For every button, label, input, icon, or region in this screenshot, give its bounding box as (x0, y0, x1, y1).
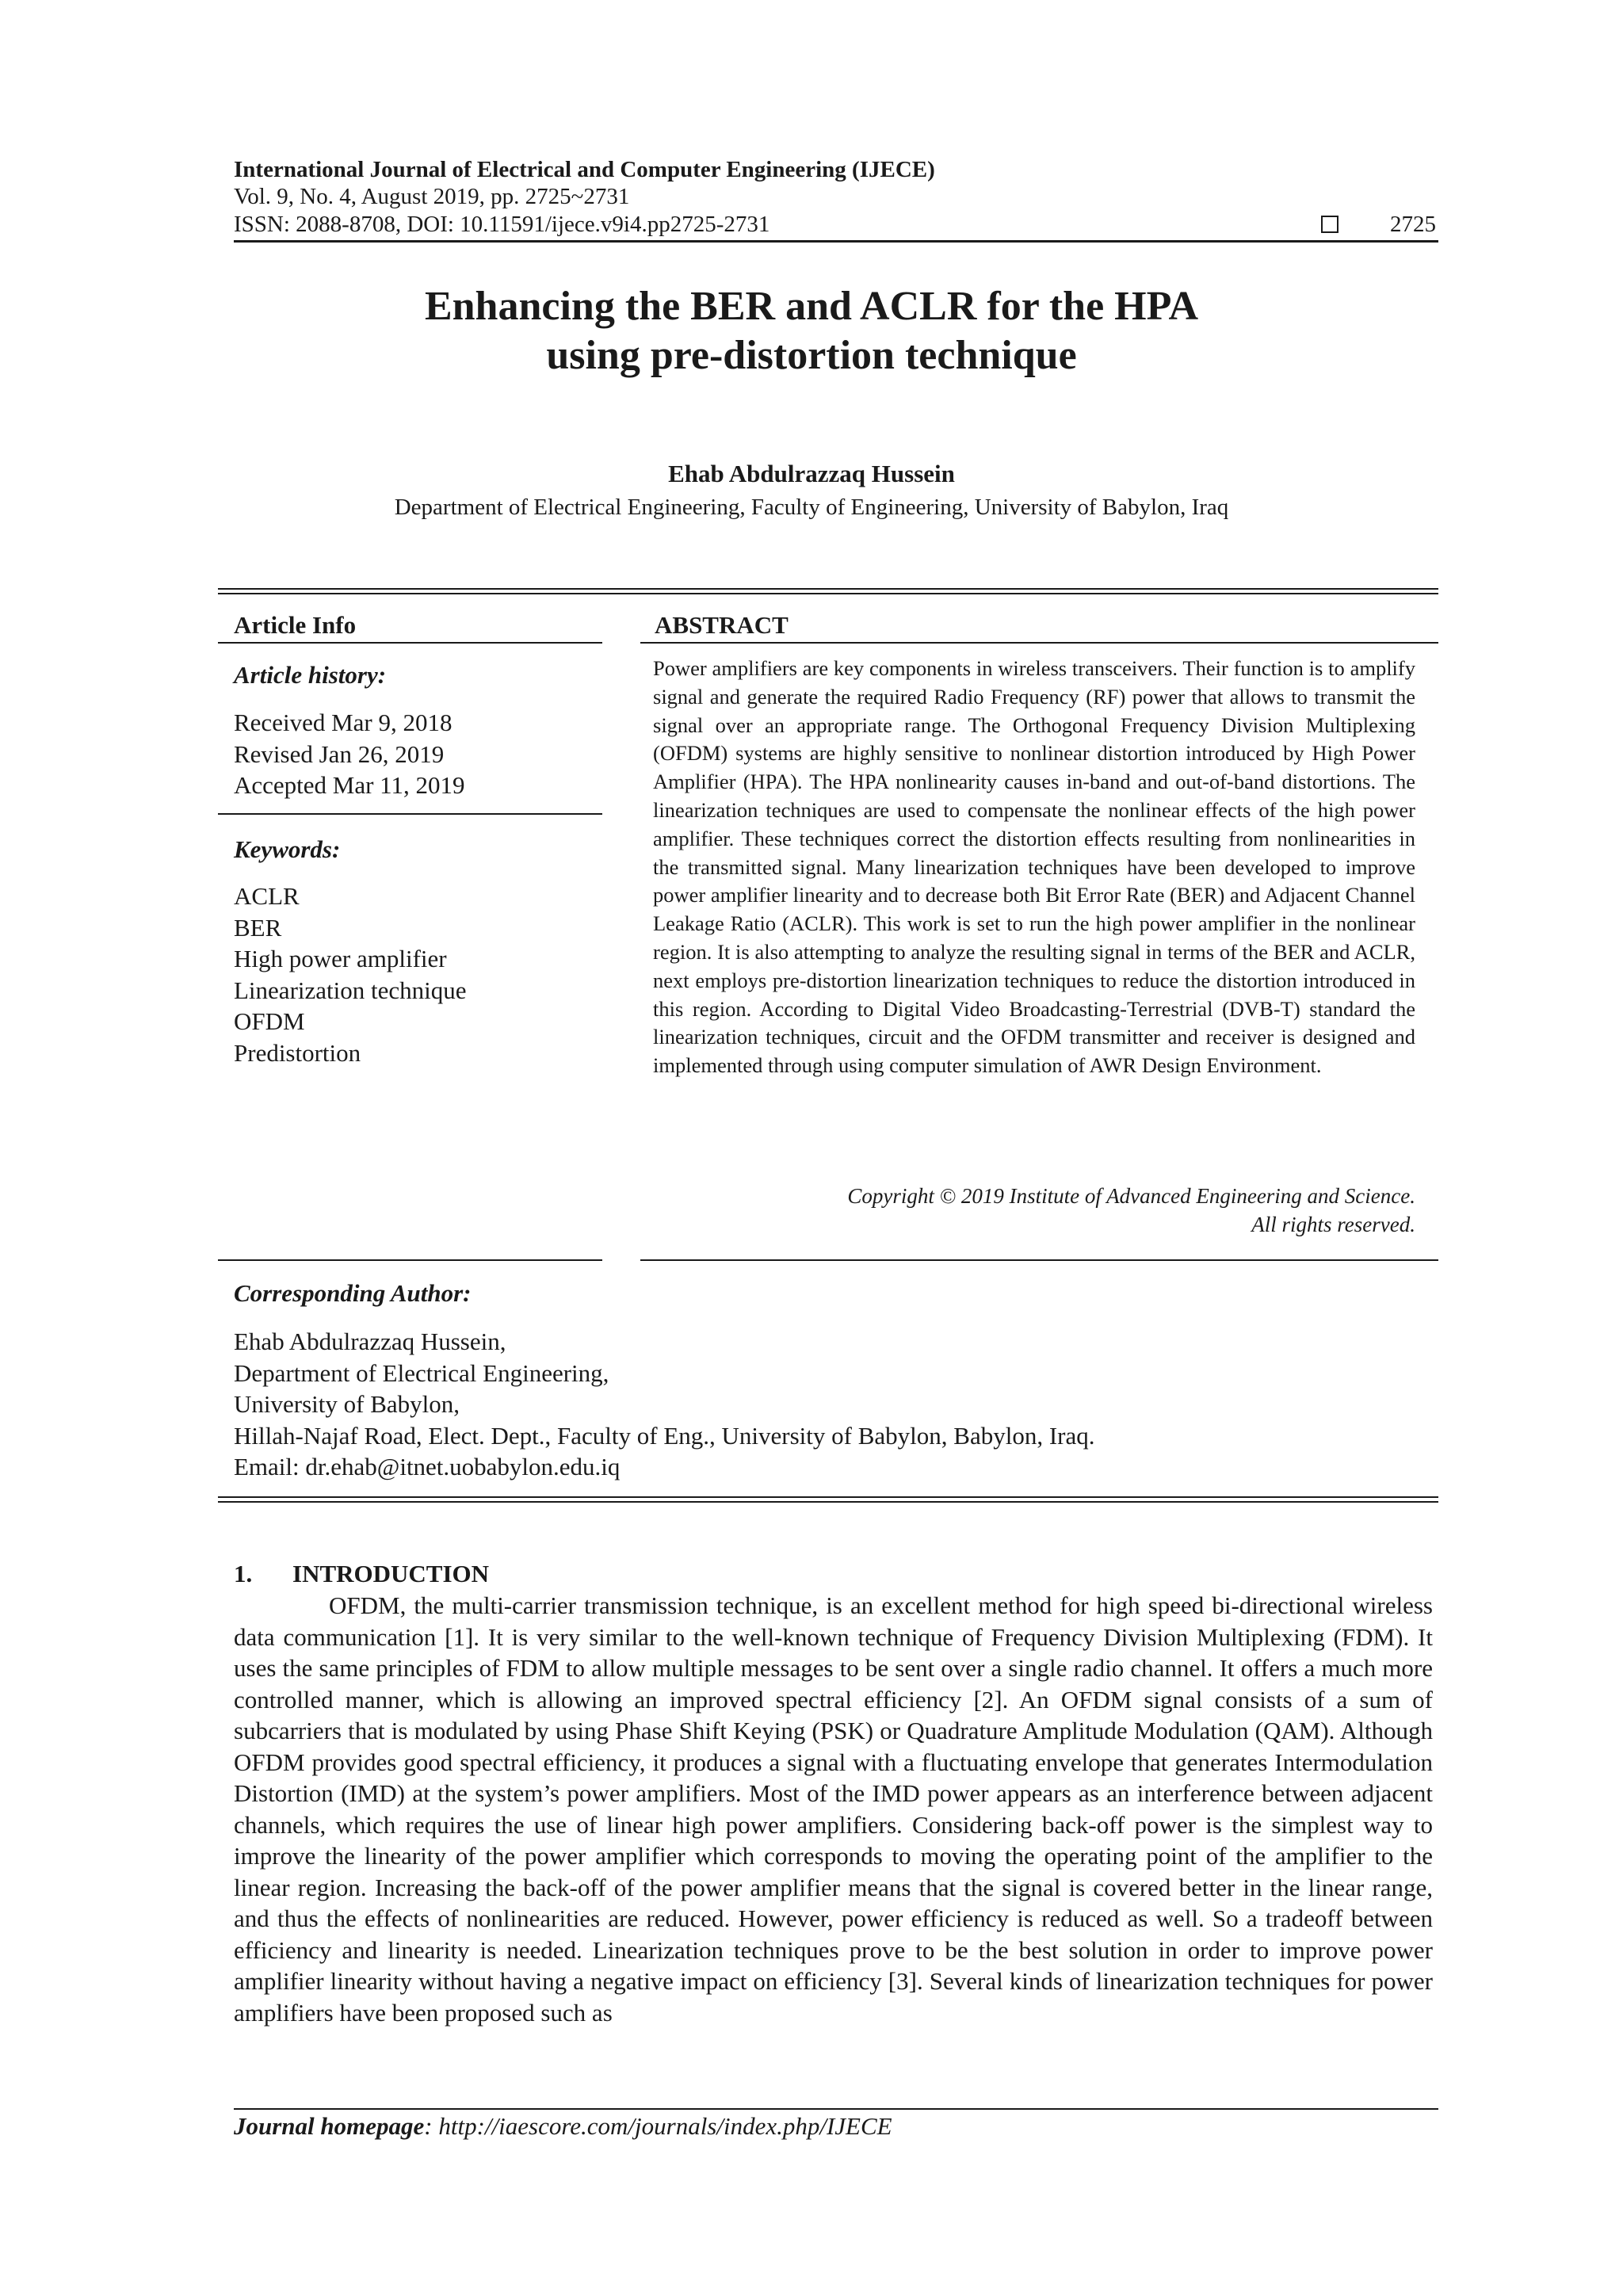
section-number: 1. (234, 1560, 253, 1587)
history-received: Received Mar 9, 2018 (234, 709, 453, 736)
keyword-item: ACLR (234, 882, 300, 910)
abstract-bottom-rule (640, 1259, 1438, 1261)
corresponding-author-details (234, 1326, 1094, 1483)
abstract-text: Power amplifiers are key components in wireless transceivers. Their function is to amplify signal and generate the required Radio Frequency (RF) power that allows to transmit the signal over an appropriate range. The Orthogonal Frequency Division Multiplexing (OFDM) systems are highly sensitive to nonlinear distortion introduced by High Power Amplifier (HPA). The HPA nonlinearity causes in-band and out-of-band distortions. The linearization techniques are used to compensate the nonlinear effects of the high power amplifier. These techniques correct the distortion effects resulting from nonlinearities in the transmitted signal. Many linearization techniques have been developed to improve power amplifier linearity and to decrease both Bit Error Rate (BER) and Adjacent Channel Leakage Ratio (ACLR). This work is set to run the high power amplifier in the nonlinear region. It is also attempting to analyze the resulting signal in terms of the BER and ACLR, next employs pre-distortion linearization techniques to reduce the distortion introduced in this region. According to Digital Video Broadcasting-Terrestrial (DVB-T) standard the linearization techniques, circuit and the OFDM transmitter and receiver is designed and implemented through using computer simulation of AWR Design Environment. (653, 656, 1415, 1078)
introduction-paragraph: OFDM, the multi-carrier transmission technique, is an excellent method for high speed bi-directional wireless data communication [1]. It is very similar to the well-known technique of Frequency Division Multiplexing (FDM). It uses the same principles of FDM to allow multiple messages to be sent over a single radio channel. It offers a much more controlled manner, which is allowing an improved spectral efficiency [2]. An OFDM signal consists of a sum of subcarriers that is modulated by using Phase Shift Keying (PSK) or Quadrature Amplitude Modulation (QAM). Although OFDM provides good spectral efficiency, it produces a signal with a fluctuating envelope that generates Intermodulation Distortion (IMD) at the system’s power amplifiers. Most of the IMD power appears as an interference between adjacent channels, which requires the use of linear high power amplifiers. Considering back-off power is the simplest way to improve the linearity of the power amplifier which corresponds to moving the operating point of the amplifier to the linear region. Increasing the back-off of the power amplifier means that the signal is covered better in the linear range, and thus the effects of nonlinearities are reduced. However, power efficiency is reduced as well. So a tradeoff between efficiency and linearity is needed. Linearization techniques prove to be the best solution in order to improve power amplifier linearity without having a negative impact on efficiency [3]. Several kinds of linearization techniques for power amplifiers have been proposed such as (234, 1591, 1433, 2027)
corresponding-university: University of Babylon, (234, 1390, 460, 1418)
corresponding-rule-1 (218, 1496, 1438, 1498)
info-top-rule-1 (218, 588, 1438, 590)
homepage-label: Journal homepage (234, 2112, 425, 2140)
paper-title (0, 282, 1623, 380)
keyword-item: Predistortion (234, 1038, 361, 1067)
journal-name: International Journal of Electrical and Computer Engineering (IJECE) (234, 157, 935, 182)
article-info-heading: Article Info (234, 611, 357, 639)
info-top-rule-2 (218, 593, 1438, 594)
paper-title-line-1: Enhancing the BER and ACLR for the HPA (424, 284, 1199, 329)
journal-issn-doi: ISSN: 2088-8708, DOI: 10.11591/ijece.v9i4.pp2725-2731 (234, 212, 770, 237)
paper-title-line-2: using pre-distortion technique (546, 333, 1077, 378)
checkbox-square-icon (1321, 216, 1338, 233)
corresponding-address: Hillah-Najaf Road, Elect. Dept., Faculty of Eng., University of Babylon, Babylon, Iraq. (234, 1421, 1095, 1450)
section-heading-introduction (234, 1560, 489, 1588)
copyright-line-1: Copyright © 2019 Institute of Advanced Engineering and Science. (847, 1184, 1415, 1208)
journal-homepage: Journal homepage: http://iaescore.com/journals/index.php/IJECE (234, 2112, 892, 2140)
journal-volume: Vol. 9, No. 4, August 2019, pp. 2725~2731 (234, 184, 630, 209)
keywords-heading: Keywords: (234, 835, 341, 863)
copyright-line-2: All rights reserved. (1251, 1213, 1415, 1236)
keyword-item: Linearization technique (234, 976, 467, 1004)
corresponding-author-heading: Corresponding Author: (234, 1279, 472, 1307)
history-revised: Revised Jan 26, 2019 (234, 739, 445, 768)
author-name: Ehab Abdulrazzaq Hussein (668, 460, 955, 487)
header-rule (234, 240, 1438, 243)
history-accepted: Accepted Mar 11, 2019 (234, 771, 465, 799)
article-info-rule (218, 642, 602, 644)
article-info-bottom-rule (218, 1259, 602, 1261)
article-history-list (234, 707, 465, 801)
corresponding-email: Email: dr.ehab@itnet.uobabylon.edu.iq (234, 1453, 621, 1480)
section-title: INTRODUCTION (292, 1560, 490, 1587)
page-number: 2725 (1390, 212, 1436, 237)
keyword-item: BER (234, 913, 282, 942)
history-rule (218, 813, 602, 815)
corresponding-name: Ehab Abdulrazzaq Hussein, (234, 1328, 506, 1355)
author-affiliation: Department of Electrical Engineering, Faculty of Engineering, University of Babylon, Iraq (394, 495, 1229, 520)
article-history-heading: Article history: (234, 661, 387, 689)
homepage-link[interactable]: http://iaescore.com/journals/index.php/IJECE (438, 2112, 892, 2140)
keyword-item: OFDM (234, 1007, 305, 1035)
abstract-heading-rule (640, 642, 1438, 644)
corresponding-department: Department of Electrical Engineering, (234, 1358, 609, 1387)
corresponding-rule-2 (218, 1501, 1438, 1503)
abstract-heading: ABSTRACT (655, 611, 789, 639)
keywords-list (234, 881, 467, 1068)
copyright-notice (847, 1182, 1415, 1239)
footer-rule (234, 2108, 1438, 2110)
keyword-item: High power amplifier (234, 945, 447, 972)
